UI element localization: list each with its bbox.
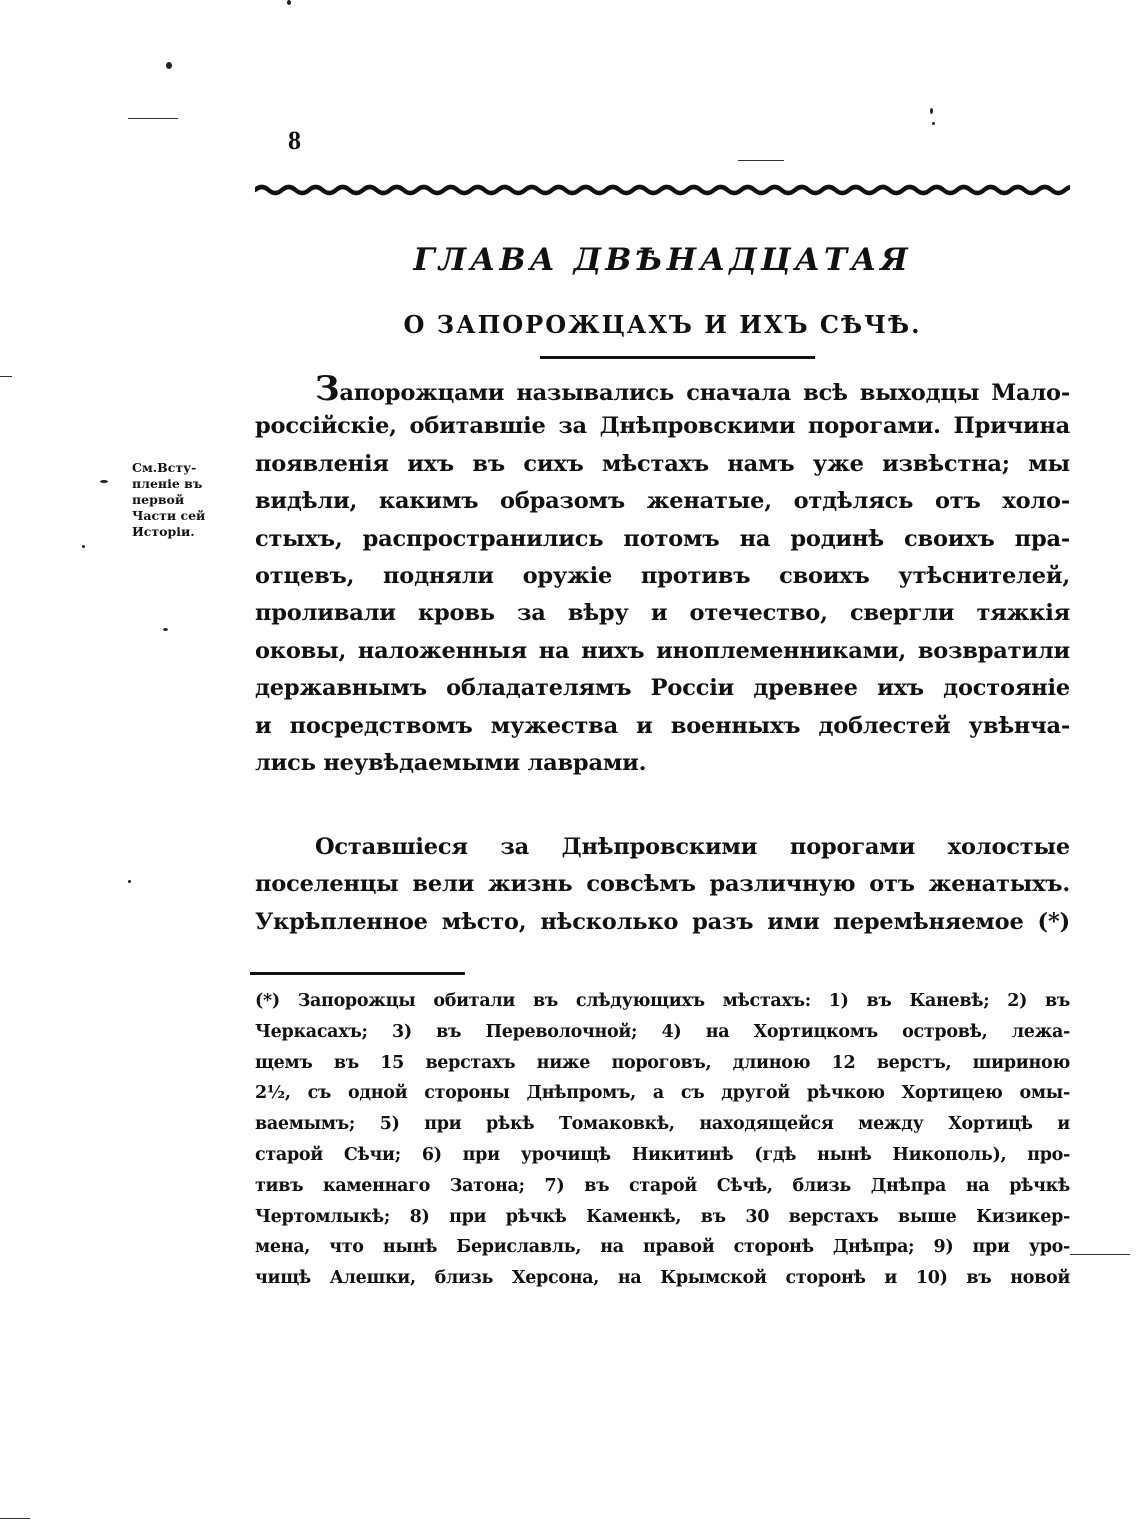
scan-speck <box>163 628 168 631</box>
paragraph-line: проливали кровь за вѣру и отечество, свергли тяжкія <box>255 600 1070 627</box>
footnote-line: ваемымъ; 5) при рѣкѣ Томаковкѣ, находящейся между Хортицѣ и <box>255 1114 1070 1135</box>
scan-line <box>1070 1254 1130 1255</box>
margin-note-line: Исторіи. <box>132 524 195 539</box>
title-underline-rule <box>540 356 815 359</box>
footnote-line: Чертомлыкѣ; 8) при рѣчкѣ Каменкѣ, въ 30 верстахъ выше Кизикер- <box>255 1206 1070 1227</box>
scan-line <box>0 376 12 377</box>
footnote-line: старой Сѣчи; 6) при урочищѣ Никитинѣ (гдѣ нынѣ Никополь), про- <box>255 1144 1070 1165</box>
paragraph-line: Оставшіеся за Днѣпровскими порогами холостые <box>315 834 1070 860</box>
footnote-line: 2½, съ одной стороны Днѣпромъ, а съ другой рѣчкою Хортицею омы- <box>255 1083 1070 1104</box>
paragraph-line: Запорожцами назывались сначала всѣ выходцы Мало- <box>315 369 1070 409</box>
footnote-line: мена, что нынѣ Бериславль, на правой сторонѣ Днѣпра; 9) при уро- <box>255 1237 1070 1258</box>
paragraph-line: и посредствомъ мужества и военныхъ доблестей увѣнча- <box>255 712 1070 739</box>
margin-note-line: пленіе въ <box>132 476 203 491</box>
scan-line <box>128 118 178 119</box>
paragraph-line: отцевъ, подняли оружіе противъ своихъ утѣснителей, <box>255 562 1070 589</box>
scan-speck <box>82 545 85 548</box>
paragraph-2 <box>255 829 1070 941</box>
paragraph-line: поселенцы вели жизнь совсѣмъ различную отъ женатыхъ. <box>255 871 1070 898</box>
footnote-line: (*) Запорожцы обитали въ слѣдующихъ мѣстахъ: 1) въ Каневѣ; 2) въ <box>255 991 1070 1011</box>
paragraph-line: державнымъ обладателямъ Россіи древнее ихъ достояніе <box>255 675 1070 702</box>
paragraph-line: Укрѣпленное мѣсто, нѣсколько разъ ими перемѣняемое (*) <box>255 908 1070 935</box>
margin-note <box>132 460 272 540</box>
paragraph-line: россійскіе, обитавшіе за Днѣпровскими порогами. Причина <box>255 413 1070 440</box>
scan-speck <box>932 122 935 125</box>
drop-cap: З <box>315 369 340 409</box>
margin-note-line: первой <box>132 492 185 507</box>
paragraph-line: лись неувѣдаемыми лаврами. <box>255 749 647 776</box>
footnote-separator <box>250 972 465 975</box>
wavy-ornament-rule <box>255 176 1070 204</box>
paragraph-line: появленія ихъ въ сихъ мѣстахъ намъ уже извѣстна; мы <box>255 450 1070 477</box>
scan-speck <box>100 480 108 483</box>
footnote-line: тивъ каменнаго Затона; 7) въ старой Сѣчѣ, близь Днѣпра на рѣчкѣ <box>255 1175 1070 1196</box>
margin-note-line: См.Всту- <box>132 460 197 475</box>
footnote-line: щемъ въ 15 верстахъ ниже пороговъ, длиною 12 верстъ, шириною <box>255 1052 1070 1073</box>
margin-note-line: Части сей <box>132 508 206 523</box>
scan-line <box>738 160 784 161</box>
paragraph-line: видѣли, какимъ образомъ женатые, отдѣлясь отъ холо- <box>255 488 1070 515</box>
scan-line <box>0 1518 30 1519</box>
footnote-line: чищѣ Алешки, близь Херсона, на Крымской сторонѣ и 10) въ новой <box>255 1268 1070 1289</box>
footnote <box>255 986 1070 1294</box>
paragraph-line: стыхъ, распространились потомъ на родинѣ своихъ пра- <box>255 525 1070 552</box>
footnote-line: Черкасахъ; 3) въ Переволочной; 4) на Хортицкомъ островѣ, лежа- <box>255 1021 1070 1042</box>
chapter-title: ГЛАВА ДВѢНАДЦАТАЯ <box>413 242 912 278</box>
chapter-subtitle: О ЗАПОРОЖЦАХЪ И ИХЪ СѢЧѢ. <box>403 310 922 339</box>
paragraph-1 <box>255 371 1070 782</box>
scan-speck <box>930 108 933 114</box>
scan-speck <box>166 62 172 69</box>
scan-speck <box>128 880 131 883</box>
page-number: 8 <box>288 126 301 155</box>
paragraph-line: оковы, наложенныя на нихъ иноплеменниками, возвратили <box>255 637 1070 664</box>
scan-speck <box>287 0 291 5</box>
